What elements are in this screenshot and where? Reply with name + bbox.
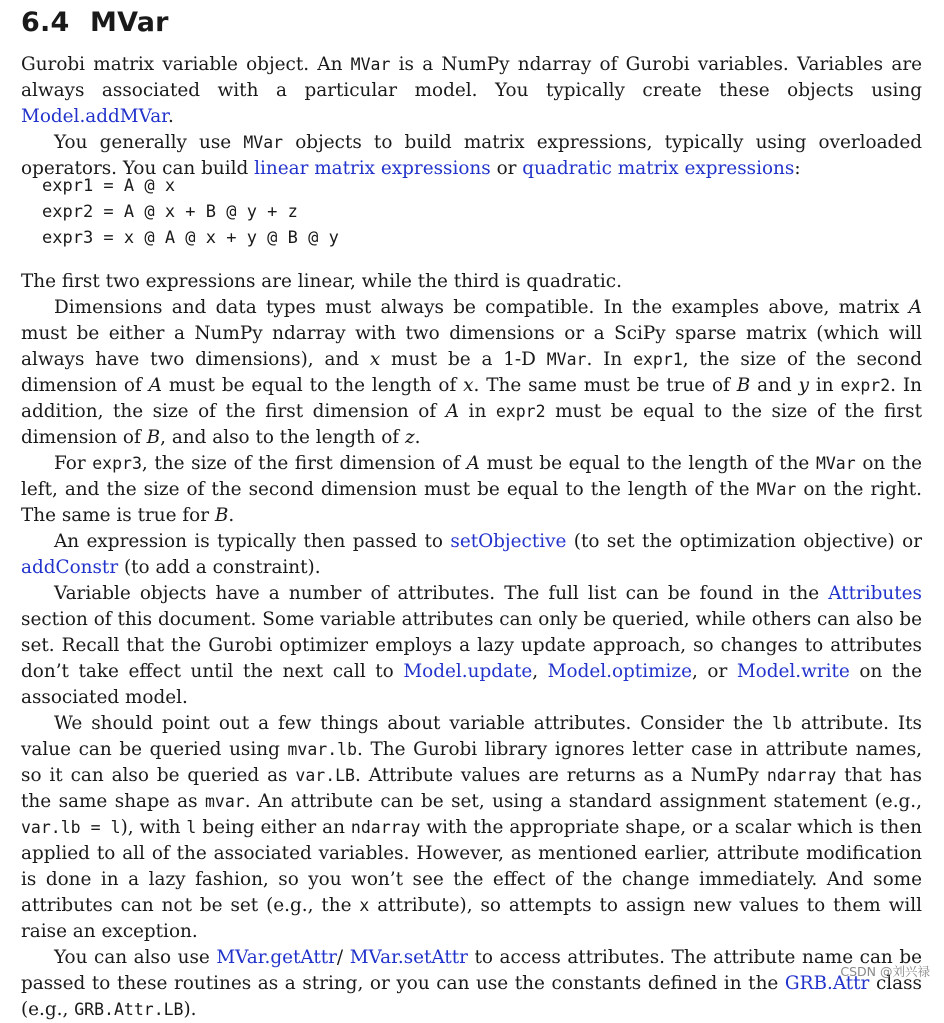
code-line: expr3 = x @ A @ x + y @ B @ y [42,228,339,248]
intro-block [21,52,922,182]
link-model-update[interactable]: Model.update [403,661,533,682]
link-model-write[interactable]: Model.write [736,661,850,682]
link-attributes[interactable]: Attributes [828,583,922,604]
paragraph-linear-quadratic: The first two expressions are linear, while the third is quadratic. [21,271,622,292]
paragraph-intro: Gurobi matrix variable object. An MVar is a NumPy ndarray of Gurobi variables. Variables are always associated with a particular model. You typically create these objects using Model.addMVar. [21,54,922,127]
section-heading [21,6,169,40]
code-block [42,173,339,251]
link-addconstr[interactable]: addConstr [21,557,119,578]
code-line: expr1 = A @ x [42,176,176,196]
link-setobjective[interactable]: setObjective [450,531,567,552]
link-mvar-getattr[interactable]: MVar.getAttr [216,947,337,968]
link-linear-matrix-expressions[interactable]: linear matrix expressions [254,158,491,179]
paragraph-attributes: Variable objects have a number of attributes. The full list can be found in the Attributes section of this document. Some variable attributes can only be queried, while others can also be set. Recall that the Gurobi optimizer employs a lazy update approach, so changes to attributes don’t take effect until the next call to Model.update, Model.optimize, or Model.write on the associated model. [21,583,922,708]
watermark: CSDN @刘兴禄 [840,964,930,979]
main-block [21,269,922,1023]
paragraph-variable-attributes: We should point out a few things about variable attributes. Consider the lb attribute. Its value can be queried using mvar.lb. The Gurobi library ignores letter case in attribute names, so it can also be queried as var.LB. Attribute values are returns as a NumPy ndarray that has the same shape as mvar. An attribute can be set, using a standard assignment statement (e.g., var.lb = l), with l being either an ndarray with the appropriate shape, or a scalar which is then applied to all of the associated variables. However, as mentioned earlier, attribute modification is done in a lazy fashion, so you won’t see the effect of the change immediately. And some attributes can not be set (e.g., the x attribute), so attempts to assign new values to them will raise an exception. [21,713,923,942]
code-line: expr2 = A @ x + B @ y + z [42,202,298,222]
link-model-addmvar[interactable]: Model.addMVar [21,106,168,127]
link-grb-attr[interactable]: GRB.Attr [784,973,870,994]
paragraph-usage: You generally use MVar objects to build matrix expressions, typically using overloaded operators. You can build linear matrix expressions or quadratic matrix expressions: [21,132,922,179]
paragraph-dimensions: Dimensions and data types must always be compatible. In the examples above, matrix A must be either a NumPy ndarray with two dimensions or a SciPy sparse matrix (which will always have two dimensions), and x must be a 1-D MVar. In expr1, the size of the second dimension of A must be equal to the length of x. The same must be true of B and y in expr2. In addition, the size of the first dimension of A in expr2 must be equal to the size of the first dimension of B, and also to the length of z. [21,297,922,448]
paragraph-getattr-setattr: You can also use MVar.getAttr/ MVar.setAttr to access attributes. The attribute name can be passed to these routines as a string, or you can use the constants defined in the GRB.Attr class (e.g., GRB.Attr.LB). [21,947,922,1020]
paragraph-expr3: For expr3, the size of the first dimension of A must be equal to the length of the MVar on the left, and the size of the second dimension must be equal to the length of the MVar on the right. The same is true for B. [21,453,922,526]
section-number: 6.4 [21,7,70,38]
link-mvar-setattr[interactable]: MVar.setAttr [349,947,468,968]
link-quadratic-matrix-expressions[interactable]: quadratic matrix expressions [522,158,795,179]
link-model-optimize[interactable]: Model.optimize [547,661,692,682]
paragraph-objective: An expression is typically then passed to setObjective (to set the optimization objective) or addConstr (to add a constraint). [21,531,923,578]
section-title: MVar [90,7,169,38]
